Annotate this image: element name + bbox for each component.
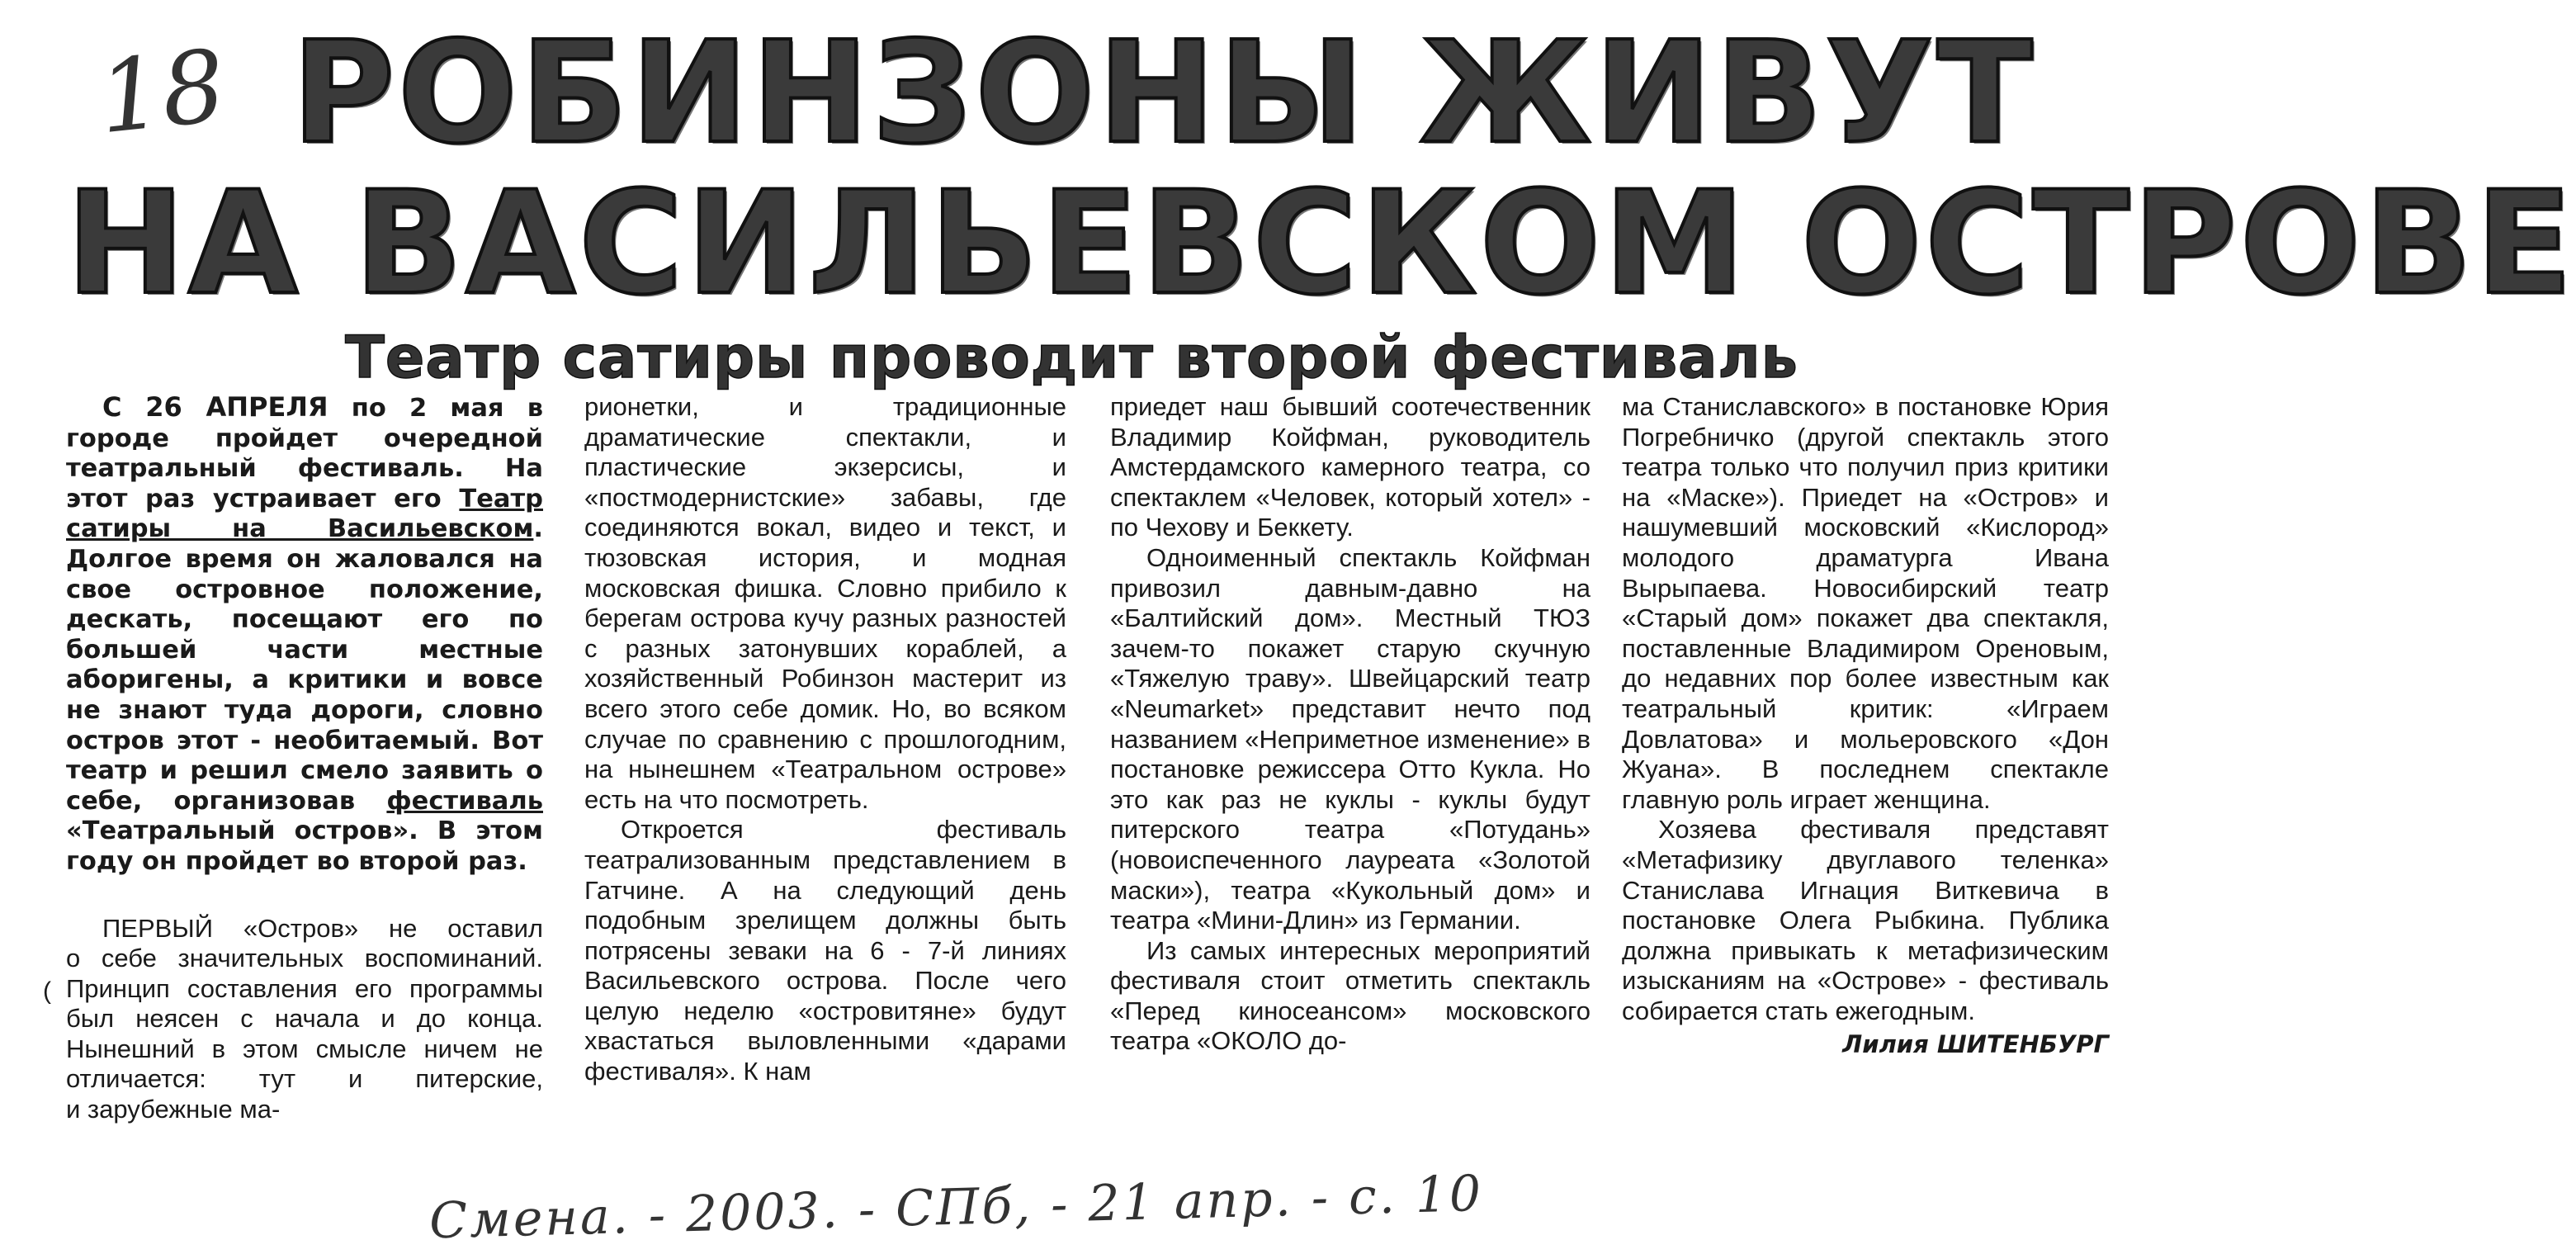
body-paragraph-1-part-1: ПЕРВЫЙ «Остров» не оставил о себе значительных воспоминаний. Принцип составления его программы был неясен с начала и до конца. Нынешний в этом смысле ничем не отличается: тут и питерские, и зарубежные ма- — [66, 913, 543, 1124]
subtitle: Театр сатиры проводит второй фестиваль — [345, 324, 1798, 391]
lead-text-3: «Театральный остров». В этом году он пройдет во второй раз. — [66, 816, 543, 876]
margin-bracket: ( — [43, 977, 51, 1005]
lead-underlined-festival: фестиваль — [386, 786, 543, 816]
column-2 — [584, 392, 1066, 1087]
body-paragraph-1-part-2: рионетки, и традиционные драматические спектакли, и пластические экзерсисы, и «постмодернистские» забавы, где соединяются вокал, видео и текст, и тюзовская история, и модная московская фишка. Словно прибило к берегам острова кучу разных разностей с разных затонувших кораблей, а хозяйственный Робинзон мастерит из всего этого себе домик. Но, во всяком случае по сравнению с прошлогодним, на нынешнем «Театральном острове» есть на что посмотреть. — [584, 392, 1066, 814]
body-paragraph-5: Хозяева фестиваля представят «Метафизику двуглавого теленка» Станислава Игнация Виткевича в постановке Олега Рыбкина. Публика должна привыкать к метафизическим изысканиям на «Острове» - фестиваль собирается стать ежегодным. — [1622, 815, 2109, 1025]
column-1 — [66, 392, 543, 1125]
body-paragraph-4-part-2: ма Станиславского» в постановке Юрия Погребничко (другой спектакль этого театра только что получил приз критики на «Маске»). Приедет на «Остров» и нашумевший московский «Кислород» молодого драматурга Ивана Вырыпаева. Новосибирский театр «Старый дом» покажет два спектакля, поставленные Владимиром Ореновым, до недавних пор более известным как театральный критик: «Играем Довлатова» и мольеровского «Дон Жуана». В последнем спектакле главную роль играет женщина. — [1622, 392, 2109, 814]
column-4 — [1622, 392, 2109, 1060]
lead-text-2: . Долгое время он жаловался на свое островное положение, дескать, посещают его по большей части местные аборигены, а критики и вовсе не знают туда дороги, словно остров этот - необитаемый. Вот театр и решил смело заявить о себе, организовав — [66, 514, 543, 816]
lead-paragraph — [66, 392, 543, 878]
body-paragraph-2-part-1: Откроется фестиваль театрализованным представлением в Гатчине. А на следующий день подобным зрелищем должны быть потрясены зеваки на 6 - 7-й линиях Васильевского острова. После чего целую неделю «островитяне» будут хвастаться выловленными «дарами фестиваля». К нам — [584, 815, 1066, 1086]
handwritten-source-note: Смена. - 2003. - СПб, - 21 апр. - с. 10 — [428, 1164, 1484, 1251]
author-byline: Лилия ШИТЕНБУРГ — [1842, 1030, 2109, 1059]
lead-underlined-theatre: Театр сатиры на Васильевском — [66, 484, 543, 544]
lead-date: С 26 АПРЕЛЯ — [102, 391, 328, 423]
headline-line-2: НА ВАСИЛЬЕВСКОМ ОСТРОВЕ — [66, 160, 2576, 326]
body-paragraph-4-part-1: Из самых интересных мероприятий фестиваля стоит отметить спектакль «Перед киносеансом» московского театра «ОКОЛО до- — [1110, 935, 1591, 1056]
lead-text-1: по 2 мая в городе пройдет очередной театральный фестиваль. На этот раз устраивает его — [66, 394, 543, 513]
body-paragraph-3: Одноименный спектакль Койфман привозил давным-давно на «Балтийский дом». Местный ТЮЗ зачем-то покажет старую скучную «Тяжелую траву». Швейцарский театр «Neumarket» представит нечто под названием «Неприметное изменение» в постановке режиссера Отто Кукла. Но это как раз не куклы - куклы будут питерского театра «Потудань» (новоиспеченного лауреата «Золотой маски»), театра «Кукольный дом» и театра «Мини-Длин» из Германии. — [1110, 542, 1591, 935]
handwritten-page-number: 18 — [92, 29, 231, 157]
body-paragraph-2-part-2: приедет наш бывший соотечественник Владимир Койфман, руководитель Амстердамского камерного театра, со спектаклем «Человек, который хотел» - по Чехову и Беккету. — [1110, 392, 1591, 542]
headline-line-1: РОБИНЗОНЫ ЖИВУТ — [291, 12, 2036, 175]
column-3 — [1110, 392, 1591, 1057]
